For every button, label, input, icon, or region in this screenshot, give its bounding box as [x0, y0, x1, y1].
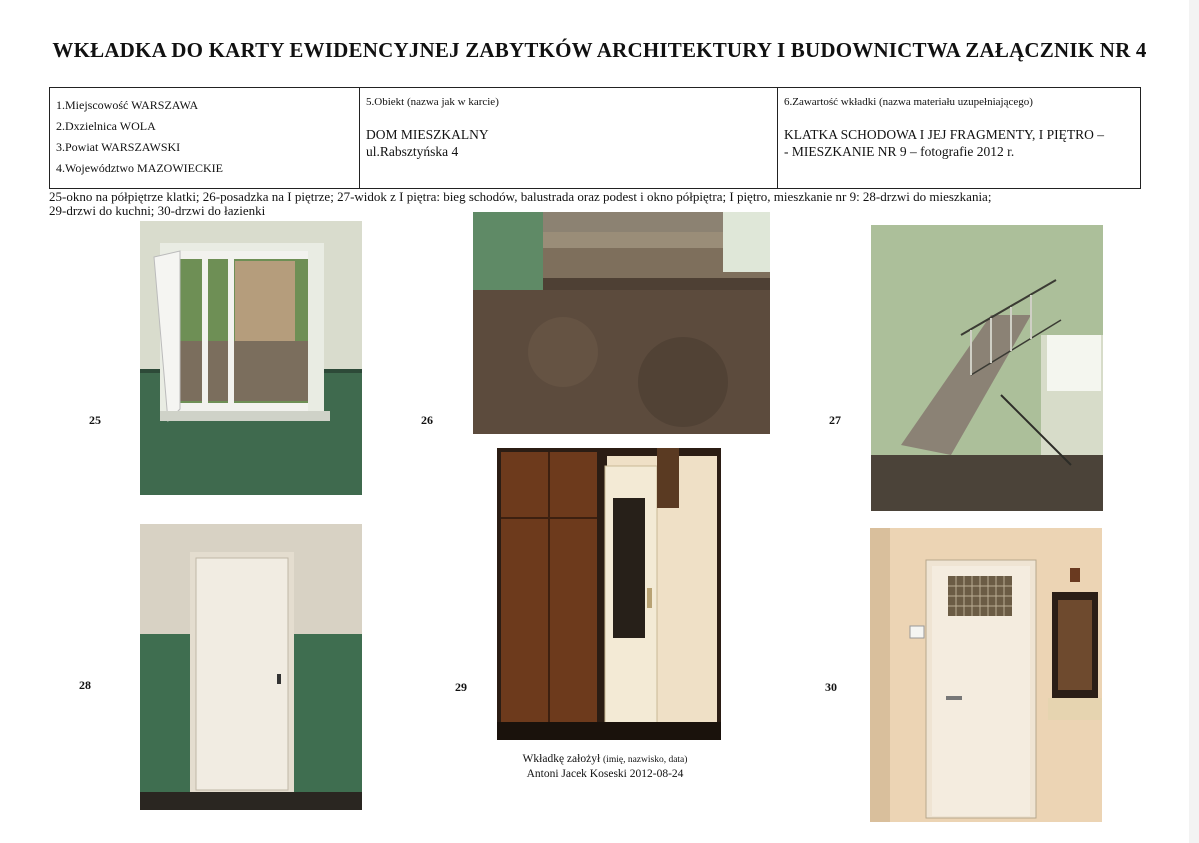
photo-number-30: 30	[825, 680, 837, 694]
scan-edge	[1189, 0, 1199, 843]
district-field: 2.Dxzielnica WOLA	[56, 119, 156, 133]
contents-header: 6.Zawartość wkładki (nazwa materiału uzupełniającego)	[784, 96, 1033, 108]
photo-number-26: 26	[421, 413, 433, 427]
caption-line-1: 25-okno na półpiętrze klatki; 26-posadzka na I piętrze; 27-widok z I piętra: bieg schodów, balustrada oraz podest i okno półpiętra; I piętro, mieszkanie nr 9: 28-drzwi do mieszkania;	[49, 189, 992, 204]
contents-cell	[778, 88, 1140, 188]
object-address: ul.Rabsztyńska 4	[366, 143, 459, 159]
photo-28-door	[140, 524, 362, 810]
photo-number-29: 29	[455, 680, 467, 694]
object-name: DOM MIESZKALNY	[366, 126, 489, 142]
photo-number-28: 28	[79, 678, 91, 692]
photo-25-window	[140, 221, 362, 495]
photo-number-27: 27	[829, 413, 841, 427]
info-table	[49, 87, 1141, 189]
voivodeship-field: 4.Województwo MAZOWIECKIE	[56, 161, 223, 175]
contents-line-1: KLATKA SCHODOWA I JEJ FRAGMENTY, I PIĘTRO –	[784, 126, 1105, 142]
location-cell	[50, 88, 360, 188]
contents-line-2: - MIESZKANIE NR 9 – fotografie 2012 r.	[784, 143, 1015, 159]
document-title: WKŁADKA DO KARTY EWIDENCYJNEJ ZABYTKÓW ARCHITEKTURY I BUDOWNICTWA ZAŁĄCZNIK NR 4	[52, 38, 1147, 62]
footer-author-name-date: Antoni Jacek Koseski 2012-08-24	[526, 768, 684, 780]
object-cell	[360, 88, 778, 188]
footer-signature	[480, 752, 730, 781]
photo-26-floor	[473, 212, 770, 434]
county-field: 3.Powiat WARSZAWSKI	[56, 140, 181, 154]
footer-author-hint: (imię, nazwisko, data)	[603, 755, 688, 765]
photo-30-bathroom-door	[870, 528, 1102, 822]
locality-field: 1.Miejscowość WARSZAWA	[56, 98, 199, 112]
photo-29-kitchen-door	[497, 448, 721, 740]
object-header: 5.Obiekt (nazwa jak w karcie)	[366, 96, 499, 108]
photo-27-staircase	[871, 225, 1103, 511]
photo-number-25: 25	[89, 413, 101, 427]
caption-line-2: 29-drzwi do kuchni; 30-drzwi do łazienki	[49, 203, 266, 218]
footer-author-label: Wkładkę założył	[522, 753, 601, 765]
